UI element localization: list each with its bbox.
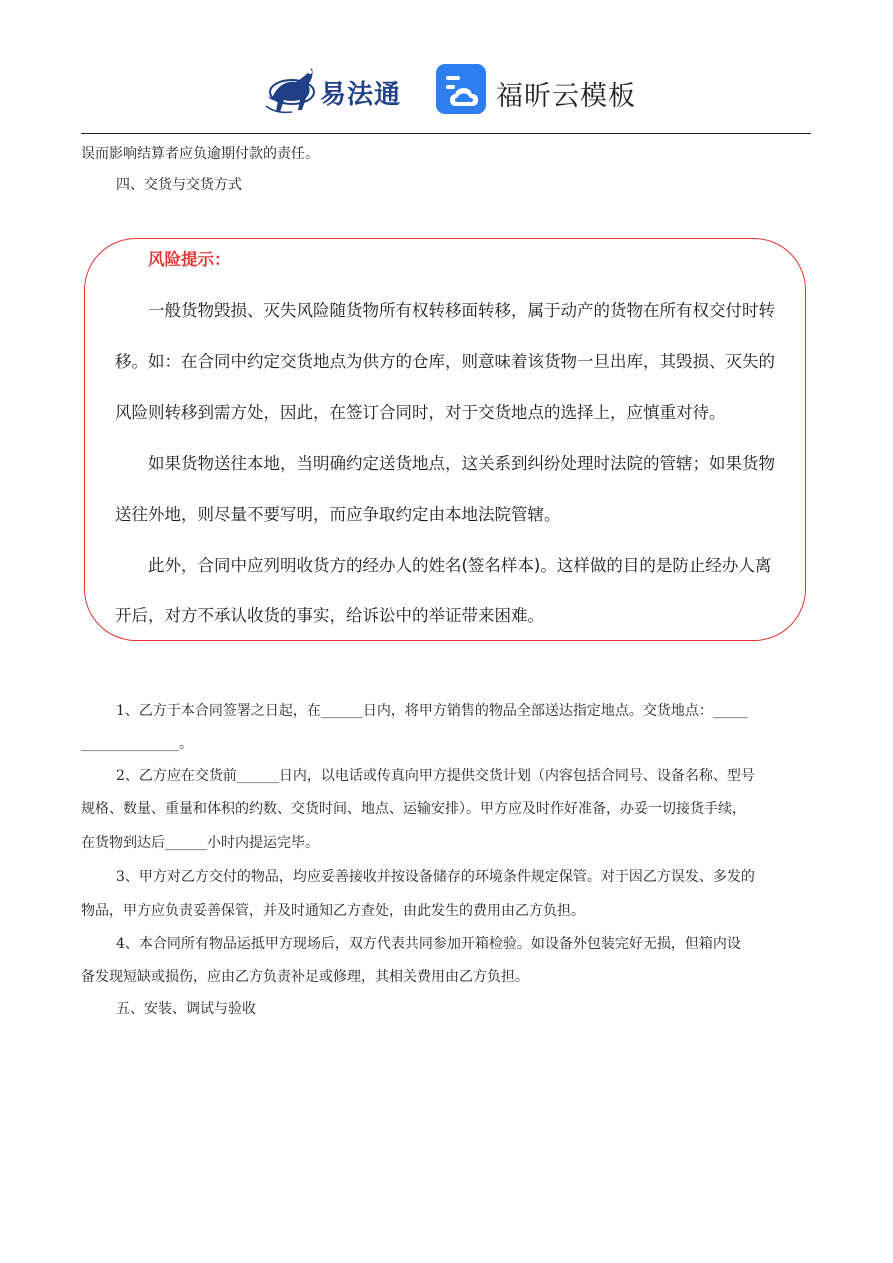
risk-line: 开后，对方不承认收货的事实，给诉讼中的举证带来困难。 [115, 606, 544, 625]
qilin-logo-icon [262, 62, 324, 118]
yifatong-logo [262, 62, 412, 118]
risk-notice-box [84, 238, 806, 641]
header-divider [81, 133, 811, 134]
clause-line: 规格、数量、重量和体积的约数、交货时间、地点、运输安排）。甲方应及时作好准备，办妥一切接货手续， [81, 801, 746, 817]
clause-line: 在货物到达后______小时内提运完毕。 [81, 835, 319, 851]
risk-line: 移。如：在合同中约定交货地点为供方的仓库，则意味着该货物一旦出库，其毁损、灭失的 [115, 352, 775, 371]
clause-line: 3、甲方对乙方交付的物品，均应妥善接收并按设备储存的环境条件规定保管。对于因乙方误发、多发的 [116, 869, 755, 885]
risk-line: 送往外地，则尽量不要写明，而应争取约定由本地法院管辖。 [115, 505, 561, 524]
risk-notice-title: 风险提示： [148, 250, 231, 269]
risk-line: 一般货物毁损、灭失风险随货物所有权转移面转移，属于动产的货物在所有权交付时转 [148, 301, 775, 320]
section-heading: 五、安装、调试与验收 [116, 1001, 256, 1017]
cloud-document-icon [436, 64, 486, 114]
logo1-text: 易法通 [320, 80, 402, 110]
risk-line: 风险则转移到需方处，因此，在签订合同时，对于交货地点的选择上，应慎重对待。 [115, 403, 726, 422]
section-heading: 四、交货与交货方式 [116, 177, 242, 193]
logo2-text: 福昕云模板 [496, 81, 636, 112]
clause-line: 备发现短缺或损伤，应由乙方负责补足或修理，其相关费用由乙方负担。 [81, 969, 529, 985]
clause-line: 4、本合同所有物品运抵甲方现场后，双方代表共同参加开箱检验。如设备外包装完好无损，但箱内设 [116, 936, 741, 952]
clause-line: 1、乙方于本合同签署之日起，在______日内，将甲方销售的物品全部送达指定地点。交货地点：_____ [116, 703, 748, 719]
clause-line: 物品，甲方应负责妥善保管，并及时通知乙方查处，由此发生的费用由乙方负担。 [81, 903, 585, 919]
clause-line: 2、乙方应在交货前______日内，以电话或传真向甲方提供交货计划（内容包括合同号、设备名称、型号 [116, 768, 755, 784]
foxit-template-logo [436, 64, 636, 116]
risk-line: 此外，合同中应列明收货方的经办人的姓名(签名样本)。这样做的目的是防止经办人离 [148, 556, 772, 575]
clause-line: ______________。 [81, 736, 193, 752]
paragraph: 误而影响结算者应负逾期付款的责任。 [81, 146, 319, 162]
risk-line: 如果货物送往本地，当明确约定送货地点，这关系到纠纷处理时法院的管辖；如果货物 [148, 454, 775, 473]
document-header [0, 58, 893, 122]
